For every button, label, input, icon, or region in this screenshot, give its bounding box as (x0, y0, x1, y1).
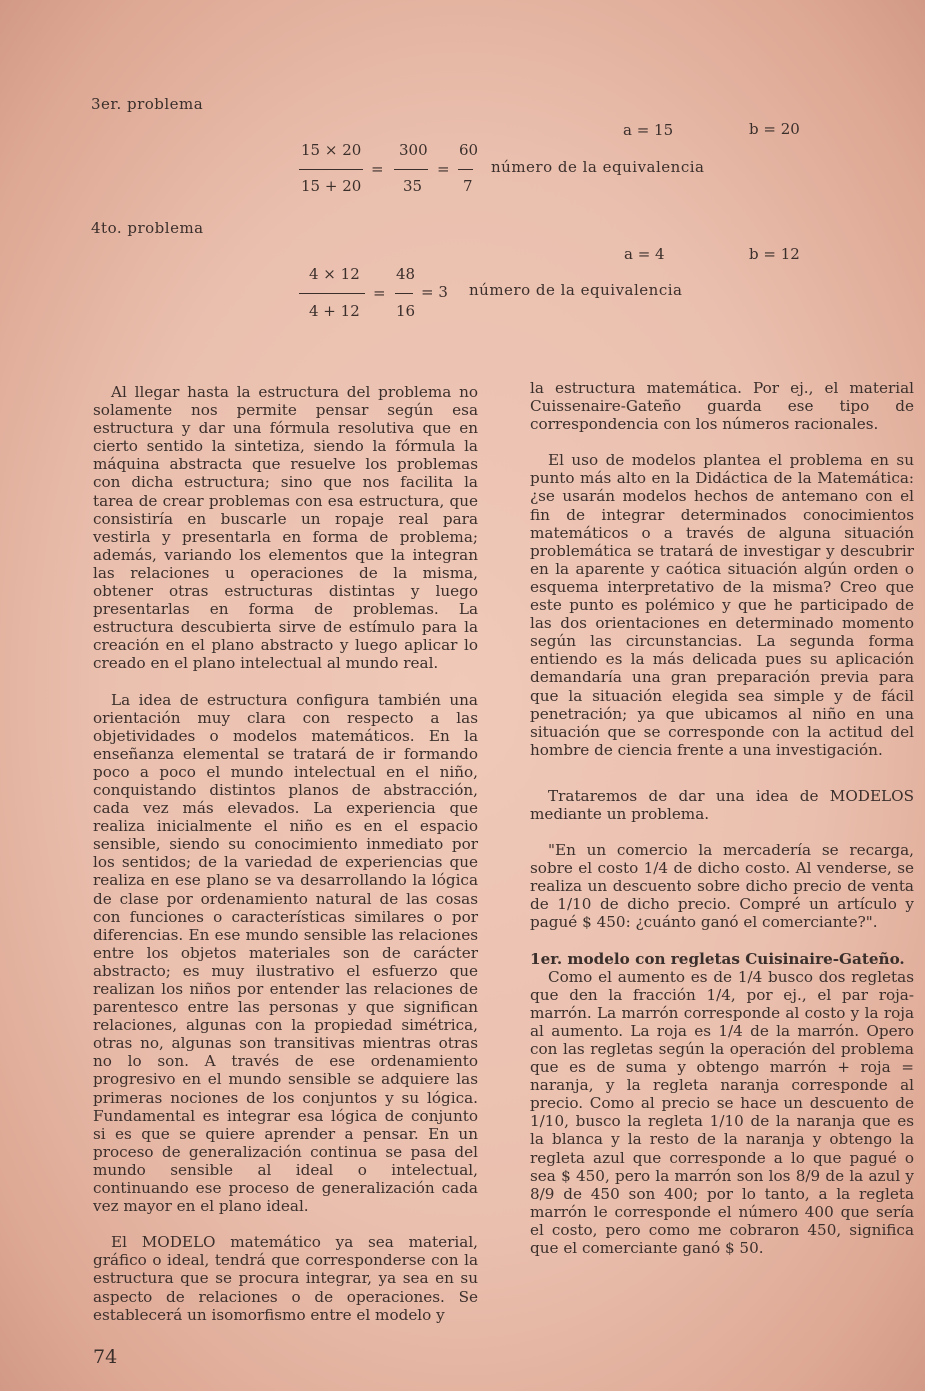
right-paragraph-3: Trataremos de dar una idea de MODELOS mediante un problema. (530, 786, 914, 823)
left-text-column (93, 383, 478, 1324)
problem-3-a-value: a = 15 (623, 121, 674, 139)
problem-4-numerator-48: 48 (396, 265, 416, 283)
problem-3-b-value: b = 20 (749, 120, 800, 138)
page-number: 74 (93, 1346, 118, 1368)
problem-4-fraction-bar (299, 293, 365, 294)
problem-3-denominator-sum: 15 + 20 (301, 177, 362, 195)
problem-3-equivalence-text: número de la equivalencia (491, 158, 705, 176)
right-paragraph-1: la estructura matemática. Por ej., el material Cuissenaire-Gateño guarda ese tipo de correspondencia con los números racionales. (530, 379, 914, 434)
problem-4-numerator-product: 4 × 12 (309, 265, 360, 283)
problem-3-fraction-bar-3 (458, 169, 473, 170)
problem-4-equivalence-text: número de la equivalencia (469, 281, 683, 299)
problem-3-fraction-bar-2 (394, 169, 428, 170)
problem-3-label: 3er. problema (91, 95, 204, 113)
problem-3-numerator-300: 300 (399, 141, 428, 159)
problem-3-numerator-product: 15 × 20 (301, 141, 362, 159)
problem-3-fraction-bar (299, 169, 363, 170)
left-paragraph-1: Al llegar hasta la estructura del problema no solamente nos permite pensar según esa estructura y dar una fórmula resolutiva que en cierto sentido la sintetiza, siendo la fórmula la máquina abstracta que resuelve los problemas con dicha estructura; sino que nos facilita la tarea de crear problemas con esa estructura, que consistiría en buscarle un ropaje real para vestirla y presentarla en forma de problema; además, variando los elementos que la integran las relaciones u operaciones de la misma, obtener otras estructuras distintas y luego presentarlas en forma de problemas. La estructura descubierta sirve de estímulo para la creación en el plano abstracto y luego aplicar lo creado en el plano intelectual al mundo real. (93, 383, 478, 673)
problem-4-b-value: b = 12 (749, 245, 800, 263)
problem-4-result: = 3 (421, 283, 448, 301)
problem-3-equals-2: = (437, 160, 450, 178)
problem-4-denominator-16: 16 (396, 302, 416, 320)
right-paragraph-problem-quote: "En un comercio la mercadería se recarga, sobre el costo 1/4 de dicho costo. Al venderse, se realiza un descuento sobre dicho precio de venta de 1/10 de dicho precio. Compré un artículo y pagué $ 450: ¿cuánto ganó el comerciante?". (530, 841, 914, 932)
problem-4-fraction-bar-2 (395, 293, 413, 294)
problem-3-equals-1: = (371, 160, 384, 178)
right-paragraph-2: El uso de modelos plantea el problema en su punto más alto en la Didáctica de la Matemática: ¿se usarán modelos hechos de antemano con el fin de integrar determinados conocimientos matemáticos o a través de alguna situación problemática se tratará de investigar y descubrir en la aparente y caótica situación algún orden o esquema interpretativo de la misma? Creo que este punto es polémico y que he participado de las dos orientaciones en determinado momento según las circunstancias. La segunda forma entiendo es la más delicada pues su aplicación demandaría una gran preparación previa para que la situación elegida sea simple y de fácil penetración; ya que ubicamos al niño en una situación que se corresponde con la actitud del hombre de ciencia frente a una investigación. (530, 451, 914, 759)
left-paragraph-2: La idea de estructura configura también una orientación muy clara con respecto a las objetividades o modelos matemáticos. En la enseñanza elemental se tratará de ir formando poco a poco el mundo intelectual en el niño, conquistando distintos planos de abstracción, cada vez más elevados. La experiencia que realiza inicialmente el niño es en el espacio sensible, siendo su conocimiento inmediato por los sentidos; de la variedad de experiencias que realiza en ese plano se va desarrollando la lógica de clase por ordenamiento natural de las cosas con funciones o características similares o por diferencias. En ese mundo sensible las relaciones entre los objetos materiales son de carácter abstracto; es muy ilustrativo el esfuerzo que realizan los niños por entender las relaciones de parentesco entre las personas y que significan relaciones, algunas con la propiedad simétrica, otras no, algunas son transitivas mientras otras no lo son. A través de ese ordenamiento progresivo en el mundo sensible se adquiere las primeras nociones de los conjuntos y su lógica. Fundamental es integrar esa lógica de conjunto si es que se quiere aprender a pensar. En un proceso de generalización continua se pasa del mundo sensible al ideal o intelectual, continuando ese proceso de generalización cada vez mayor en el plano ideal. (93, 690, 478, 1216)
problem-3-numerator-60: 60 (459, 141, 479, 159)
problem-4-equals: = (373, 284, 386, 302)
model-heading: 1er. modelo con regletas Cuisinaire-Gateño. (530, 949, 905, 968)
problem-3-denominator-35: 35 (403, 177, 423, 195)
problem-4-label: 4to. problema (91, 219, 204, 237)
problem-4-denominator-sum: 4 + 12 (309, 302, 360, 320)
right-paragraph-model: Como el aumento es de 1/4 busco dos regletas que den la fracción 1/4, por ej., el par roja-marrón. La marrón corresponde al costo y la roja al aumento. La roja es 1/4 de la marrón. Opero con las regletas según la operación del problema que es de suma y obtengo marrón + roja = naranja, y la regleta naranja corresponde al precio. Como al precio se hace un descuento de 1/10, busco la regleta 1/10 de la naranja que es la blanca y la resto de la naranja y obtengo la regleta azul que corresponde a lo que pagué o sea $ 450, pero la marrón son los 8/9 de la azul y 8/9 de 450 son 400; por lo tanto, a la regleta marrón le corresponde el número 400 que sería el costo, pero como me cobraron 450, significa que el comerciante ganó $ 50. (530, 967, 914, 1258)
right-text-column (530, 379, 914, 1257)
left-paragraph-3: El MODELO matemático ya sea material, gráfico o ideal, tendrá que corresponderse con la estructura que se procura integrar, ya sea en su aspecto de relaciones o de operaciones. Se establecerá un isomorfismo entre el modelo y (93, 1233, 478, 1324)
problem-4-a-value: a = 4 (624, 245, 665, 263)
problem-3-denominator-7: 7 (463, 177, 473, 195)
